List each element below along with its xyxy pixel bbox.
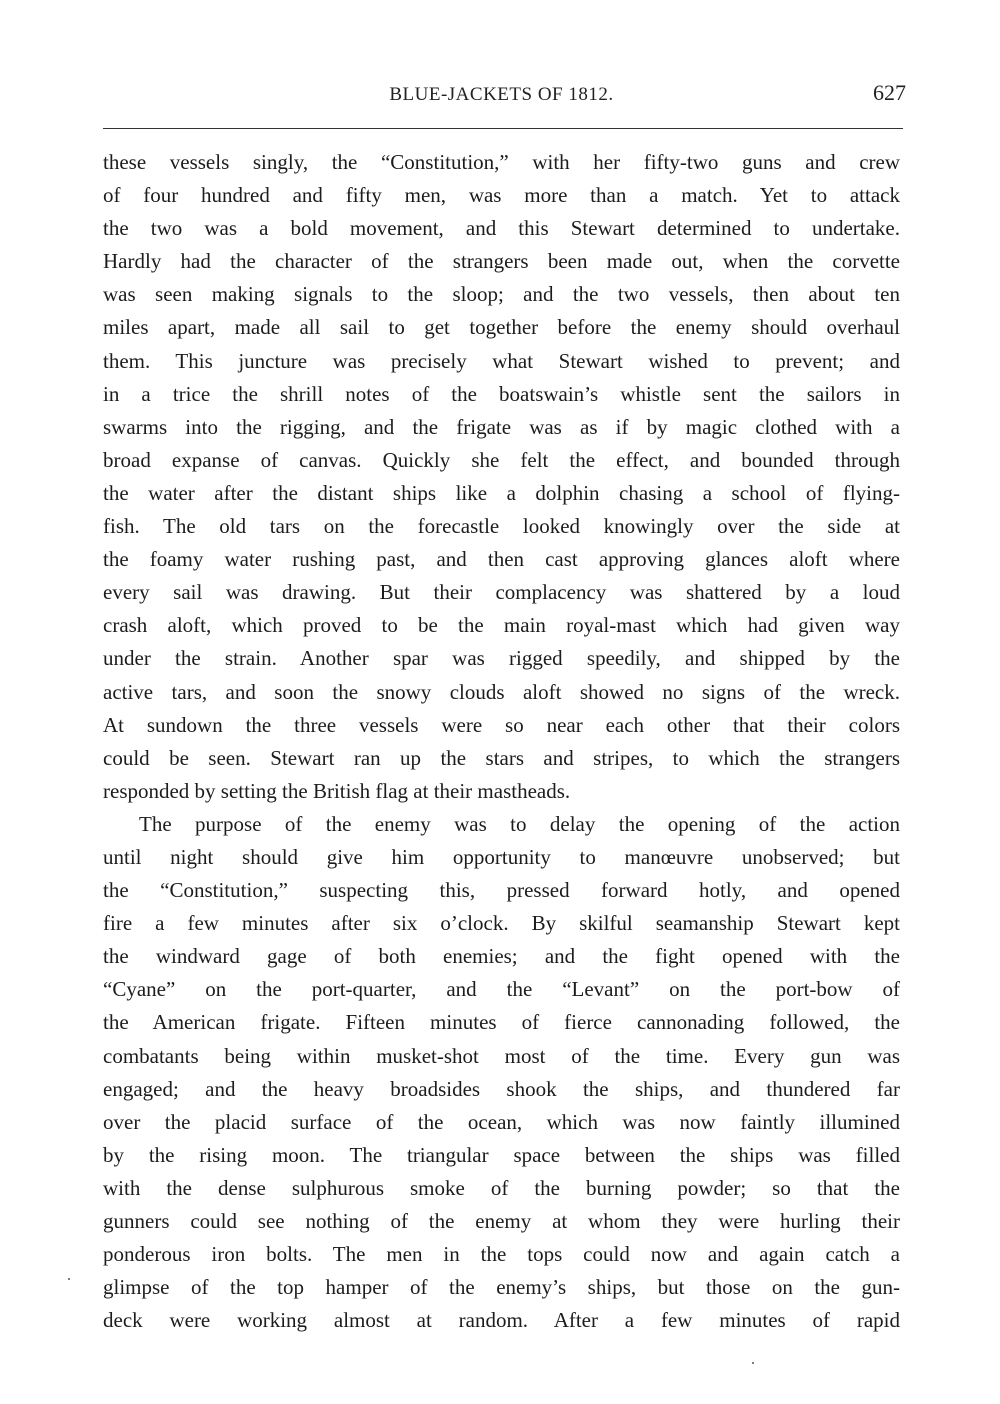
text-line: under the strain. Another spar was rigged speedily, and shipped by the: [103, 646, 900, 671]
text-line: active tars, and soon the snowy clouds aloft showed no signs of the wreck.: [103, 679, 900, 704]
running-title: BLUE-JACKETS OF 1812.: [389, 84, 614, 105]
text-line: Hardly had the character of the strangers been made out, when the corvette: [103, 249, 900, 274]
text-line: swarms into the rigging, and the frigate was as if by magic clothed with a: [103, 414, 900, 439]
text-line: could be seen. Stewart ran up the stars and stripes, to which the strangers: [103, 745, 900, 770]
page-header: [103, 80, 906, 116]
page-number: 627: [873, 80, 906, 105]
text-line: “Cyane” on the port-quarter, and the “Levant” on the port-bow of: [103, 977, 900, 1002]
text-line: with the dense sulphurous smoke of the burning powder; so that the: [103, 1175, 900, 1200]
text-line: responded by setting the British flag at their mastheads.: [103, 778, 571, 803]
text-line: the windward gage of both enemies; and the fight opened with the: [103, 944, 900, 969]
text-line: crash aloft, which proved to be the main royal-mast which had given way: [103, 613, 900, 638]
text-line: the two was a bold movement, and this Stewart determined to undertake.: [103, 216, 900, 241]
text-line: The purpose of the enemy was to delay the opening of the action: [139, 811, 900, 836]
text-line: ponderous iron bolts. The men in the tops could now and again catch a: [103, 1242, 900, 1267]
text-line: deck were working almost at random. After a few minutes of rapid: [103, 1308, 900, 1333]
text-line: fish. The old tars on the forecastle looked knowingly over the side at: [103, 514, 900, 539]
body-text: [103, 146, 900, 1337]
text-line: was seen making signals to the sloop; and the two vessels, then about ten: [103, 282, 900, 307]
text-line: them. This juncture was precisely what Stewart wished to prevent; and: [103, 348, 900, 373]
header-rule: [103, 128, 903, 129]
text-line: gunners could see nothing of the enemy at whom they were hurling their: [103, 1209, 900, 1233]
text-line: the foamy water rushing past, and then cast approving glances aloft where: [103, 547, 900, 572]
text-line: every sail was drawing. But their complacency was shattered by a loud: [103, 580, 900, 605]
text-line: fire a few minutes after six o’clock. By skilful seamanship Stewart kept: [103, 911, 900, 936]
text-line: the American frigate. Fifteen minutes of fierce cannonading followed, the: [103, 1010, 900, 1035]
text-line: glimpse of the top hamper of the enemy’s ships, but those on the gun-: [103, 1275, 900, 1300]
text-line: in a trice the shrill notes of the boatswain’s whistle sent the sailors in: [103, 381, 900, 406]
text-line: these vessels singly, the “Constitution,” with her fifty-two guns and crew: [103, 150, 900, 174]
paragraph-1: [103, 146, 900, 808]
text-line: by the rising moon. The triangular space between the ships was filled: [103, 1142, 900, 1167]
scan-speck: [68, 1278, 70, 1280]
text-line: the water after the distant ships like a dolphin chasing a school of flying-: [103, 480, 900, 505]
text-line: engaged; and the heavy broadsides shook the ships, and thundered far: [103, 1076, 900, 1101]
text-line: broad expanse of canvas. Quickly she felt the effect, and bounded through: [103, 447, 900, 472]
paragraph-2: [103, 808, 900, 1338]
text-line: miles apart, made all sail to get together before the enemy should overhaul: [103, 315, 900, 340]
text-line: over the placid surface of the ocean, which was now faintly illumined: [103, 1109, 900, 1134]
text-line: until night should give him opportunity to manœuvre unobserved; but: [103, 844, 900, 869]
text-line: of four hundred and fifty men, was more than a match. Yet to attack: [103, 183, 900, 208]
text-line: combatants being within musket-shot most of the time. Every gun was: [103, 1043, 900, 1068]
scan-speck: [752, 1362, 754, 1364]
text-line: the “Constitution,” suspecting this, pressed forward hotly, and opened: [103, 878, 900, 903]
text-line: At sundown the three vessels were so near each other that their colors: [103, 712, 900, 737]
